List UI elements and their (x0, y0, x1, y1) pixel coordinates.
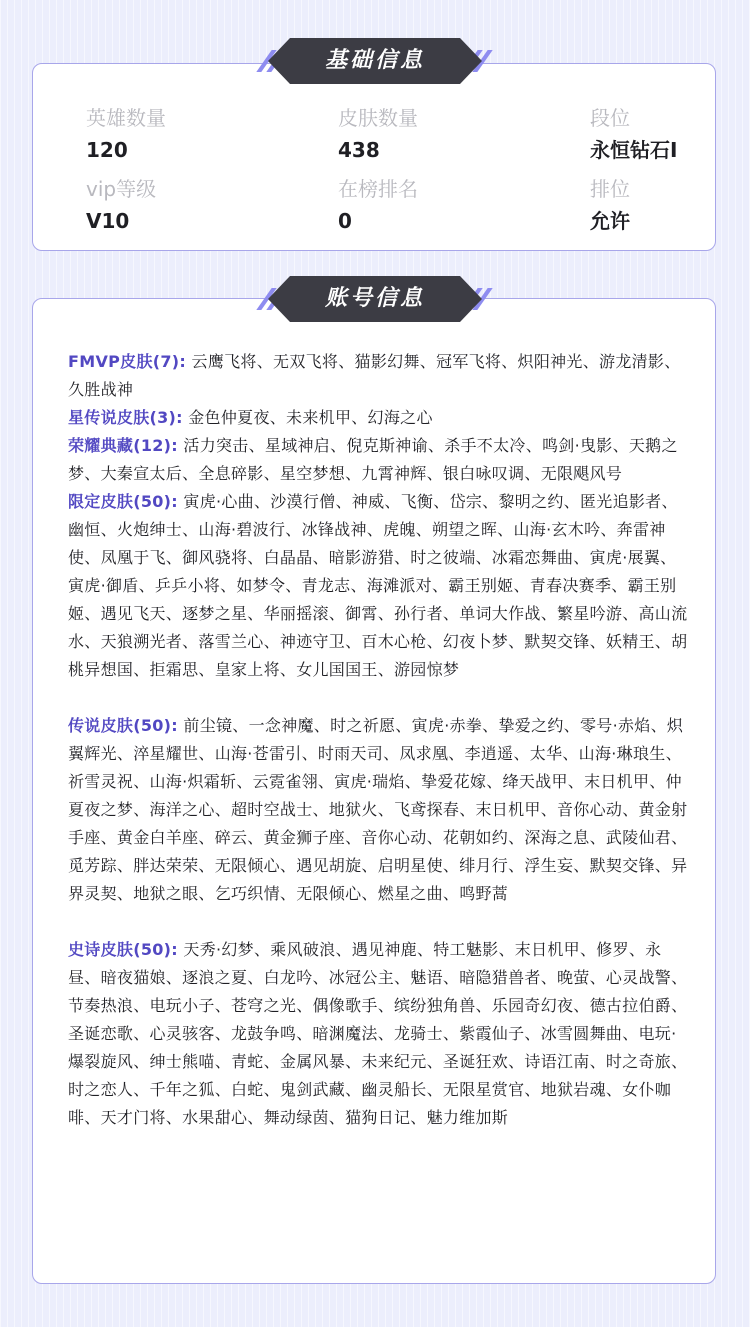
stat-hero-count (86, 104, 166, 164)
skin-names: 云鹰飞将、无双飞将、猫影幻舞、冠军飞将、炽阳神光、游龙清影、久胜战神 (68, 352, 681, 399)
skin-names: 天秀·幻梦、乘风破浪、遇见神鹿、特工魅影、末日机甲、修罗、永昼、暗夜猫娘、逐浪之夏、白龙吟、冰冠公主、魅语、暗隐猎兽者、晚萤、心灵战警、节奏热浪、电玩小子、苍穹之光、偶像歌手、缤纷独角兽、乐园奇幻夜、德古拉伯爵、圣诞恋歌、心灵骇客、龙鼓争鸣、暗渊魔法、龙骑士、紫霞仙子、冰雪圆舞曲、电玩·爆裂旋风、绅士熊喵、青蛇、金属风暴、未来纪元、圣诞狂欢、诗语江南、时之奇旅、时之恋人、千年之狐、白蛇、鬼剑武藏、幽灵船长、无限星赏官、地狱岩魂、女仆咖啡、天才门将、水果甜心、舞动绿茵、猫狗日记、魅力维加斯 (68, 940, 688, 1127)
skin-names: 前尘镜、一念神魔、时之祈愿、寅虎·赤拳、挚爱之约、零号·赤焰、炽翼辉光、淬星耀世、山海·苍雷引、时雨天司、凤求凰、李逍遥、太华、山海·琳琅生、祈雪灵祝、山海·炽霜斩、云霓雀翎、寅虎·瑞焰、挚爱花嫁、绛天战甲、末日机甲、仲夏夜之梦、海洋之心、超时空战士、地狱火、飞鸢探春、末日机甲、音你心动、黄金射手座、黄金白羊座、碎云、黄金狮子座、音你心动、花朝如约、深海之息、武陵仙君、觅芳踪、胖达荣荣、无限倾心、遇见胡旋、启明星使、绯月行、浮生妄、默契交锋、异界灵契、地狱之眼、乞巧织情、无限倾心、燃星之曲、鸣野蒿 (68, 716, 688, 903)
stat-skin-count (338, 104, 418, 164)
stat-label: 段位 (590, 106, 630, 130)
skin-category-label: 限定皮肤(50): (68, 492, 178, 511)
stat-label: 皮肤数量 (338, 106, 418, 130)
stat-label: 英雄数量 (86, 106, 166, 130)
basic-info-banner (250, 38, 500, 84)
skin-names: 金色仲夏夜、未来机甲、幻海之心 (188, 408, 433, 427)
skin-group-glory-collection (68, 432, 692, 488)
stat-value: 允许 (590, 209, 630, 233)
stat-value: 0 (338, 209, 352, 233)
stat-label: 在榜排名 (338, 177, 418, 201)
skin-group-star-legend (68, 404, 692, 432)
skin-category-label: 史诗皮肤(50): (68, 940, 178, 959)
stat-ranked-allowed (590, 175, 630, 235)
skin-list (68, 348, 692, 1132)
skin-category-label: 传说皮肤(50): (68, 716, 178, 735)
account-info-banner (250, 276, 500, 322)
skin-names: 活力突击、星域神启、倪克斯神谕、杀手不太冷、鸣剑·曳影、天鹅之梦、大秦宣太后、全息碎影、星空梦想、九霄神辉、银白咏叹调、无限飓风号 (68, 436, 678, 483)
skin-category-label: FMVP皮肤(7): (68, 352, 187, 371)
stat-value: 438 (338, 138, 380, 162)
stat-label: vip等级 (86, 177, 157, 201)
stat-value: 120 (86, 138, 128, 162)
stat-vip-level (86, 175, 156, 235)
stat-label: 排位 (590, 177, 630, 201)
skin-group-epic (68, 936, 692, 1132)
skin-group-legend (68, 712, 692, 908)
stat-rank-tier (590, 104, 677, 164)
skin-group-fmvp (68, 348, 692, 404)
skin-names: 寅虎·心曲、沙漠行僧、神威、飞衡、岱宗、黎明之约、匿光追影者、幽恒、火炮绅士、山海·碧波行、冰锋战神、虎魄、朔望之晖、山海·玄木吟、奔雷神使、凤凰于飞、御风骁将、白晶晶、暗影游猎、时之彼端、冰霜恋舞曲、寅虎·展翼、寅虎·御盾、乒乒小将、如梦令、青龙志、海滩派对、霸王别姬、青春决赛季、霸王别姬、遇见飞天、逐梦之星、华丽摇滚、御霄、孙行者、单词大作战、繁星吟游、高山流水、天狼溯光者、落雪兰心、神迹守卫、百木心枪、幻夜卜梦、默契交锋、妖精王、胡桃异想国、拒霜思、皇家上将、女儿国国王、游园惊梦 (68, 492, 688, 679)
account-info-title: 账号信息 (324, 286, 425, 311)
basic-info-title: 基础信息 (324, 48, 425, 73)
skin-group-limited (68, 488, 692, 684)
stat-leaderboard-rank (338, 175, 418, 235)
stat-value: 永恒钻石I (590, 138, 678, 162)
stat-value: V10 (86, 209, 130, 233)
skin-category-label: 星传说皮肤(3): (68, 408, 183, 427)
skin-category-label: 荣耀典藏(12): (68, 436, 178, 455)
